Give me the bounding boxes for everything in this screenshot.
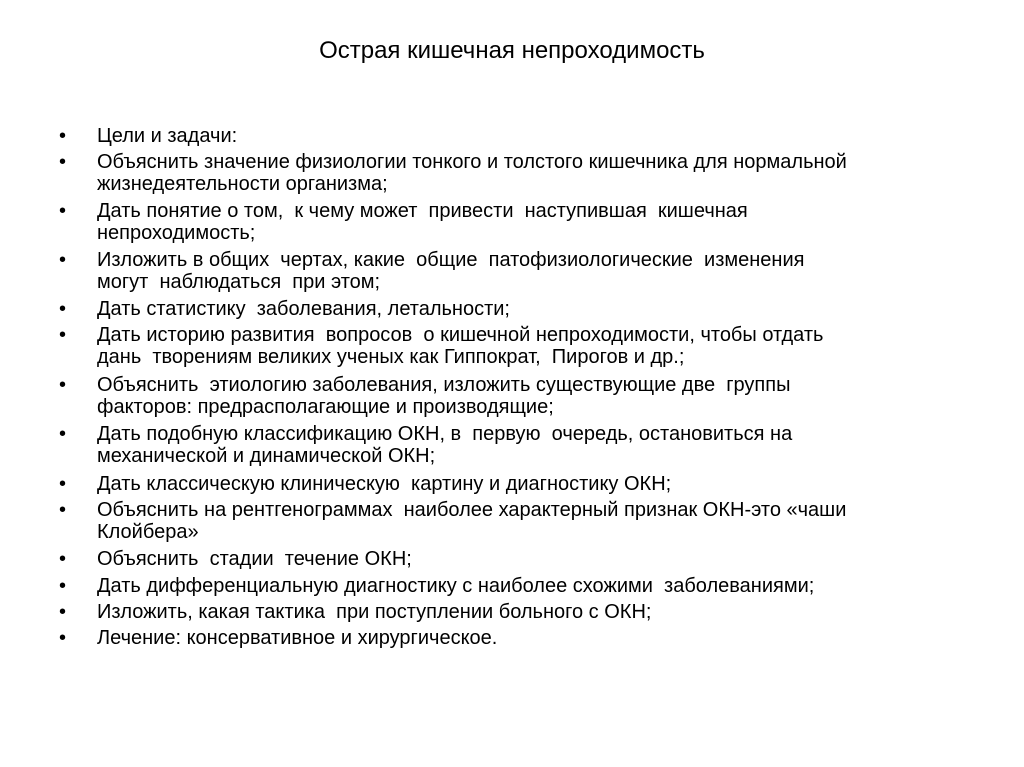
list-item-text: жизнедеятельности организма; bbox=[97, 173, 388, 195]
list-item-text: Объяснить этиологию заболевания, изложить существующие две группы bbox=[97, 374, 791, 396]
list-item-text: Цели и задачи: bbox=[97, 125, 238, 147]
bullet-icon: • bbox=[59, 473, 67, 495]
bullet-icon: • bbox=[59, 374, 67, 396]
list-item-text: факторов: предрасполагающие и производящие; bbox=[97, 396, 554, 418]
list-item-text: Дать понятие о том, к чему может привести наступившая кишечная bbox=[97, 200, 748, 222]
list-item-text: Дать дифференциальную диагностику с наиболее схожими заболеваниями; bbox=[97, 575, 815, 597]
list-item-text: могут наблюдаться при этом; bbox=[97, 271, 381, 293]
list-item-text: Изложить, какая тактика при поступлении больного с ОКН; bbox=[97, 601, 652, 623]
list-item-text: Лечение: консервативное и хирургическое. bbox=[97, 627, 498, 649]
list-item-text: Объяснить на рентгенограммах наиболее характерный признак ОКН-это «чаши bbox=[97, 499, 847, 521]
list-item-text: Дать историю развития вопросов о кишечной непроходимости, чтобы отдать bbox=[97, 324, 824, 346]
bullet-icon: • bbox=[59, 601, 67, 623]
bullet-icon: • bbox=[59, 423, 67, 445]
bullet-icon: • bbox=[59, 200, 67, 222]
list-item-text: Дать статистику заболевания, летальности; bbox=[97, 298, 510, 320]
list-item-text: непроходимость; bbox=[97, 222, 256, 244]
bullet-icon: • bbox=[59, 324, 67, 346]
list-item-text: Дать классическую клиническую картину и диагностику ОКН; bbox=[97, 473, 672, 495]
list-item-text: Дать подобную классификацию ОКН, в первую очередь, остановиться на bbox=[97, 423, 793, 445]
list-item-text: Объяснить стадии течение ОКН; bbox=[97, 548, 412, 570]
list-item-text: механической и динамической ОКН; bbox=[97, 445, 436, 467]
bullet-icon: • bbox=[59, 151, 67, 173]
bullet-icon: • bbox=[59, 575, 67, 597]
list-item-text: дань творениям великих ученых как Гиппократ, Пирогов и др.; bbox=[97, 346, 685, 368]
bullet-icon: • bbox=[59, 627, 67, 649]
list-item-text: Клойбера» bbox=[97, 521, 199, 543]
bullet-icon: • bbox=[59, 125, 67, 147]
list-item-text: Объяснить значение физиологии тонкого и толстого кишечника для нормальной bbox=[97, 151, 847, 173]
bullet-icon: • bbox=[59, 298, 67, 320]
list-item-text: Изложить в общих чертах, какие общие патофизиологические изменения bbox=[97, 249, 805, 271]
bullet-icon: • bbox=[59, 249, 67, 271]
bullet-icon: • bbox=[59, 548, 67, 570]
slide-title: Острая кишечная непроходимость bbox=[319, 37, 705, 64]
bullet-icon: • bbox=[59, 499, 67, 521]
